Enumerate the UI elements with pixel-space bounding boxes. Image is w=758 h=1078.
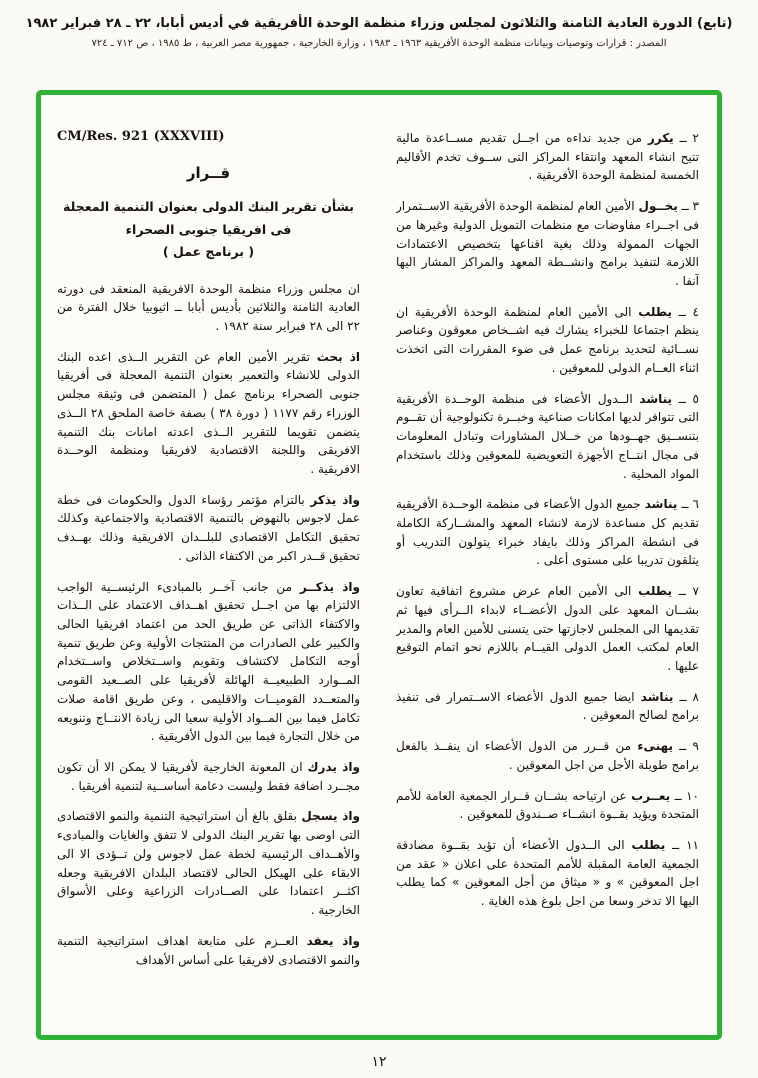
clause-text: الأمين العام لمنظمة الوحدة الأفريقية الاســتمرار فى اجــراء مفاوضات مع منظمات التمويل الدولية وغيرها من الجهات الممولة وذلك بغية اقناعها بتخصيص الاعتمادات اللازمة لتنفيذ برامج وانشــطة المعهد والمراكز المشار اليها آنفا .: [396, 199, 699, 289]
clause-10: [396, 787, 699, 824]
clause-9: [396, 737, 699, 774]
subtitle-line-2: فى افريقيا جنوبى الصحراء: [125, 221, 292, 237]
clause-11: [396, 836, 699, 911]
paragraph-lead: اذ بحث: [316, 349, 360, 364]
clause-5: [396, 390, 699, 484]
clause-lead: يناشد: [644, 497, 678, 512]
clause-text: الى الأمين العام عرض مشروع اتفاقية تعاون بشــان المعهد على الدول الأعضــاء لابداء الــرأى فيها ثم تقديمها الى المجلس لاجازتها حتى يتسنى للأمين العام والمدير العام لمكتب العمل الدولى القيــام باللازم نحو اتمام التوقيع عليها .: [396, 584, 699, 673]
clause-number: ٧ ــ: [678, 584, 699, 599]
clause-6: [396, 495, 699, 570]
clause-2: [396, 129, 699, 185]
header-source-line: المصدر : قرارات وتوصيات وبيانات منظمة الوحدة الأفريقية ١٩٦٣ ـ ١٩٨٣ ، وزارة الخارجية ، جمهورية مصر العربية ، ط ١٩٨٥ ، ص ٧١٢ ـ ٧٢٤: [91, 38, 667, 49]
considering-paragraph-4: [57, 758, 360, 795]
resolution-title: قــرار: [186, 164, 231, 182]
content-frame: [36, 90, 722, 1040]
two-column-layout: [57, 129, 699, 1017]
clause-text: الى الــدول الأعضاء أن تؤيد بقــوة مصادقة الجمعية العامة المقبلة للأمم المتحدة على اعلان « عقد من اجل المعوقين » و « ميثاق من أجل المعوقين » كما يطلب اليها الا تدخر وسعا من اجل بلوغ هذه الغاية .: [396, 838, 699, 909]
clause-text: الــدول الأعضاء فى منظمة الوحــدة الأفريقية التى تتوافر لديها امكانات صناعية وخبــرة تكنولوجية أن تقــوم بتنســيق جهــودها من خــلال المشاورات وتبادل المعلومات فى مجال انتــاج الأجهزة التعويضية للمعوقين وذلك باستخدام المواد المحلية .: [396, 391, 699, 481]
clause-number: ٤ ــ: [678, 304, 699, 319]
clause-lead: يكرر: [647, 131, 674, 145]
paragraph-lead: واذ يذكــر: [299, 579, 360, 594]
document-header: [0, 0, 758, 49]
paragraph-text: من جانب آخــر بالمبادىء الرئيســية الواجب الالتزام بها من اجــل تحقيق اهــداف الاعتماد على الــذات والاكتفاء الذاتى عن طريق الحد من اعتماد افريقيا الحالى والكبير على الصادرات من المنتجات الأولية وعن طريق تنمية أوجه التكامل لاكتشاف وتقويم واســتخلاص واســتخدام المــوارد الطبيعيــة الهائلة لأفريقيا على الصــعيد القومى والمتعــدد القوميــات والاقليمى ، وعن طريق اقامة صلات تكامل فيما بين المــواد الأولية سعيا الى زيادة الانتــاج وتنويعه من خلال التجارة فيما بين الدول الأفريقية .: [57, 579, 360, 744]
paragraph-text: العــزم على متابعة اهداف استراتيجية التنمية والنمو الاقتصادى لافريقيا على أساس الأهداف: [57, 933, 360, 967]
clause-number: ٢ ــ: [679, 131, 699, 145]
paragraph-text: بالتزام مؤتمر رؤساء الدول والحكومات فى خطة عمل لاجوس بالنهوض بالتنمية الاقتصادية والاجتماعية وكذلك تحقيق التكامل الاقتصادى للبلــدان الافريقية وذلك بهــدف تحقيق قــدر اكبر من الاكتفاء الذاتى .: [57, 492, 360, 563]
clause-number: ٨ ــ: [679, 689, 699, 704]
clause-lead: يطلب: [631, 838, 666, 852]
clause-text: جميع الدول الأعضاء فى منظمة الوحــدة الأفريقية تقديم كل مساعدة لازمة لانشاء المعهد والمشــاركة الكاملة فى انشطة المراكز وذلك بايفاد خبراء يتولون التدريب أو يتلقون تدريبا على مستوى أعلى .: [396, 497, 699, 568]
clause-lead: يخــول: [638, 199, 678, 214]
clause-text: الى الأمين العام لمنظمة الوحدة الأفريقية ان ينظم اجتماعا للخبراء يشارك فيه اشــخاص معوقون وعناصر نســائية لتحديد برنامج عمل فى ضوء المقررات التى اتخذت اثناء العــام الدولى للمعوقين .: [396, 304, 699, 375]
clause-lead: يعــرب: [631, 788, 671, 803]
clause-lead: يطلب: [638, 584, 672, 599]
left-column: [57, 129, 360, 1017]
clause-8: [396, 688, 699, 725]
considering-paragraph-3: [57, 578, 360, 746]
clause-number: ٥ ــ: [678, 391, 699, 406]
clause-number: ١٠ ــ: [674, 788, 699, 803]
paragraph-lead: واذ يدرك: [307, 760, 360, 775]
paragraph-lead: واذ يعقد: [306, 933, 360, 948]
clause-text: عن ارتياحه بشــان قــرار الجمعية العامة للأمم المتحدة ويؤيد بقــوة انشــاء صــندوق للمعوقين .: [396, 788, 699, 822]
paragraph-text: ان المعونة الخارجية لأفريقيا لا يمكن الا أن تكون مجــرد اضافة فقط وليست دعامة أساســية لتنمية أفريقيا .: [57, 760, 360, 793]
clause-number: ١١ ــ: [672, 838, 699, 852]
clause-number: ٦ ــ: [681, 497, 699, 512]
considering-paragraph-2: [57, 491, 360, 566]
preamble-paragraph: [57, 280, 360, 336]
paragraph-text: بقلق بالغ أن استراتيجية التنمية والنمو الاقتصادى التى اوصى بها تقرير البنك الدولى لا تتفق والغايات والمبادىء والأهــداف الرئيسية لخطة عمل لاجوس ولن تــؤدى الا الى الابقاء على الهيكل الحالى لاقتصاد البلدان الافريقية وجعله اكثــر اعتمادا على الصــادرات الزراعية وعلى الأسواق الخارجية .: [57, 809, 360, 918]
clause-3: [396, 197, 699, 291]
clause-text: من قــرر من الدول الأعضاء ان ينفــذ بالفعل برامج طويلة الأجل من اجل المعوقين .: [396, 739, 699, 772]
considering-paragraph-1: [57, 348, 360, 479]
paragraph-text: ان مجلس وزراء منظمة الوحدة الافريقية المنعقد فى دورته العادية الثامنة والثلاثين بأديس أبابا ــ اثيوبيا خلال الفترة من ٢٢ الى ٢٨ فبراير سنة ١٩٨٢ .: [57, 281, 360, 333]
clause-lead: يطلب: [638, 304, 672, 319]
clause-lead: يهنىء: [637, 739, 673, 754]
paragraph-lead: واذ يسجل: [301, 809, 360, 824]
subtitle-line-3: ( برنامج عمل ): [162, 244, 255, 259]
subtitle-line-1: بشأن تقرير البنك الدولى بعنوان التنمية المعجلة: [63, 199, 354, 214]
resolution-subtitle: [57, 196, 360, 264]
considering-paragraph-6: [57, 932, 360, 969]
page-footer: [0, 1054, 758, 1070]
right-column: [396, 129, 699, 1017]
page-number: ١٢: [371, 1054, 387, 1070]
clause-lead: يناشد: [639, 391, 673, 406]
resolution-reference: CM/Res. 921 (XXXVIII): [57, 129, 225, 144]
clause-number: ٣ ــ: [681, 199, 699, 214]
clause-number: ٩ ــ: [679, 739, 699, 754]
considering-paragraph-5: [57, 807, 360, 919]
paragraph-lead: واذ يذكر: [310, 492, 360, 507]
header-session-line: (تابع) الدورة العادية الثامنة والثلاثون لمجلس وزراء منظمة الوحدة الأفريقية في أديس أبابا، ٢٢ ـ ٢٨ فبراير ١٩٨٢: [25, 16, 733, 31]
clause-text: من جديد نداءه من اجــل تقديم مســاعدة مالية تتيح انشاء المعهد وانتقاء المراكز التى ســوف تخدم الأقاليم الخمسة لمنظمة الوحدة الأفريقية .: [396, 131, 699, 183]
clause-lead: يناشد: [640, 689, 674, 704]
clause-text: ايضا جميع الدول الأعضاء الاســتمرار فى تنفيذ برامج لصالح المعوقين .: [396, 689, 699, 723]
paragraph-text: تقرير الأمين العام عن التقرير الــذى اعده البنك الدولى للانشاء والتعمير بعنوان التنمية المعجلة فى أفريقيا جنوبى الصحراء برنامج عمل ( المتضمن فى وثيقة مجلس الوزراء رقم ١١٧٧ ( دورة ٣٨ ) بصفة خاصة الملحق ٢٨ الــذى يتضمن تقويما للتقرير الــذى اعدته امانات بنك التنمية الافريقى واللجنة الاقتصادية لافريقيا ومنظمة الوحــدة الافريقية .: [57, 349, 360, 476]
clause-4: [396, 303, 699, 378]
clause-7: [396, 582, 699, 676]
